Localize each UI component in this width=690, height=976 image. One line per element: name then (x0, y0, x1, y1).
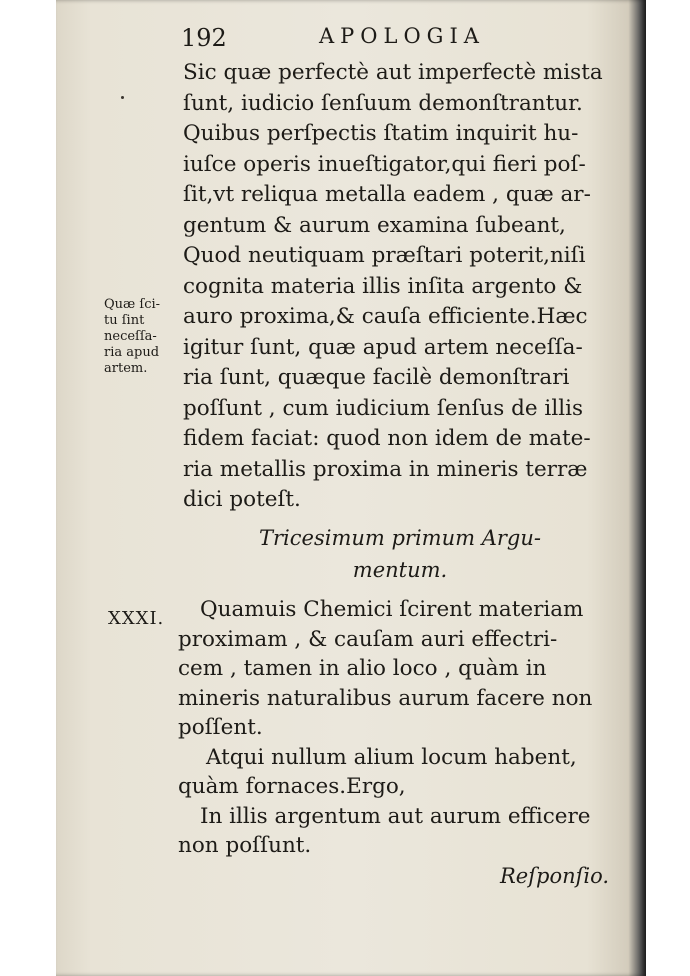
margin-note-line: ria apud (104, 345, 160, 360)
text-line: auro proxima,& cauſa efficiente.Hæc (183, 304, 588, 329)
text-line: Atqui nullum alium locum habent, (206, 744, 577, 770)
section-heading (240, 522, 560, 586)
margin-note-line: artem. (104, 361, 148, 376)
text-line: gentum & aurum examina ſubeant, (183, 212, 566, 238)
text-line: Quod neutiquam præſtari poterit,niſi (183, 243, 586, 268)
text-line: non poſſunt. (178, 833, 312, 858)
margin-note-line: neceſſa- (104, 329, 157, 344)
body-paragraph-2 (178, 595, 618, 861)
section-heading-line: Tricesimum primum Argu- (259, 526, 541, 550)
text-line: poſſent. (178, 715, 263, 740)
page-number: 192 (181, 24, 227, 52)
margin-note (104, 297, 178, 377)
text-line: ſit,vt reliqua metalla eadem , quæ ar- (183, 182, 591, 207)
text-line: iuſce operis inueſtigator,qui fieri poſ- (183, 151, 586, 177)
text-line: cognita materia illis inſita argento & (183, 273, 583, 299)
body-paragraph-1 (175, 58, 615, 516)
text-line: proximam , & cauſam auri effectri- (178, 626, 558, 652)
text-line: ria metallis proxima in mineris terræ (183, 456, 588, 482)
text-line: ria ſunt, quæque facilè demonſtrari (183, 365, 570, 390)
text-line: dici poteſt. (183, 487, 301, 512)
text-line: cem , tamen in alio loco , quàm in (178, 656, 547, 681)
text-line: quàm fornaces.Ergo, (178, 774, 406, 799)
section-numeral: XXXI. (108, 608, 165, 629)
catchword: Reſponſio. (500, 864, 610, 888)
text-line: poſſunt , cum iudicium ſenſus de illis (183, 395, 583, 421)
section-heading-line: mentum. (352, 558, 448, 582)
ink-speck (121, 96, 124, 99)
text-line: Quamuis Chemici ſcirent materiam (200, 597, 584, 622)
text-line: ſunt, iudicio ſenſuum demonſtrantur. (183, 90, 583, 116)
margin-note-line: Quæ ſci- (104, 297, 161, 312)
text-line: igitur ſunt, quæ apud artem neceſſa- (183, 334, 583, 360)
text-line: fidem faciat: quod non idem de mate- (183, 426, 591, 451)
text-line: Quibus perſpectis ſtatim inquirit hu- (183, 121, 579, 146)
margin-note-line: tu ſint (104, 313, 145, 328)
running-head: APOLOGIA (319, 24, 485, 48)
text-line: Sic quæ perfectè aut imperfectè mista (183, 60, 603, 85)
page-header (181, 24, 601, 58)
text-line: mineris naturalibus aurum facere non (178, 685, 593, 711)
text-line: In illis argentum aut aurum efficere (200, 803, 591, 829)
